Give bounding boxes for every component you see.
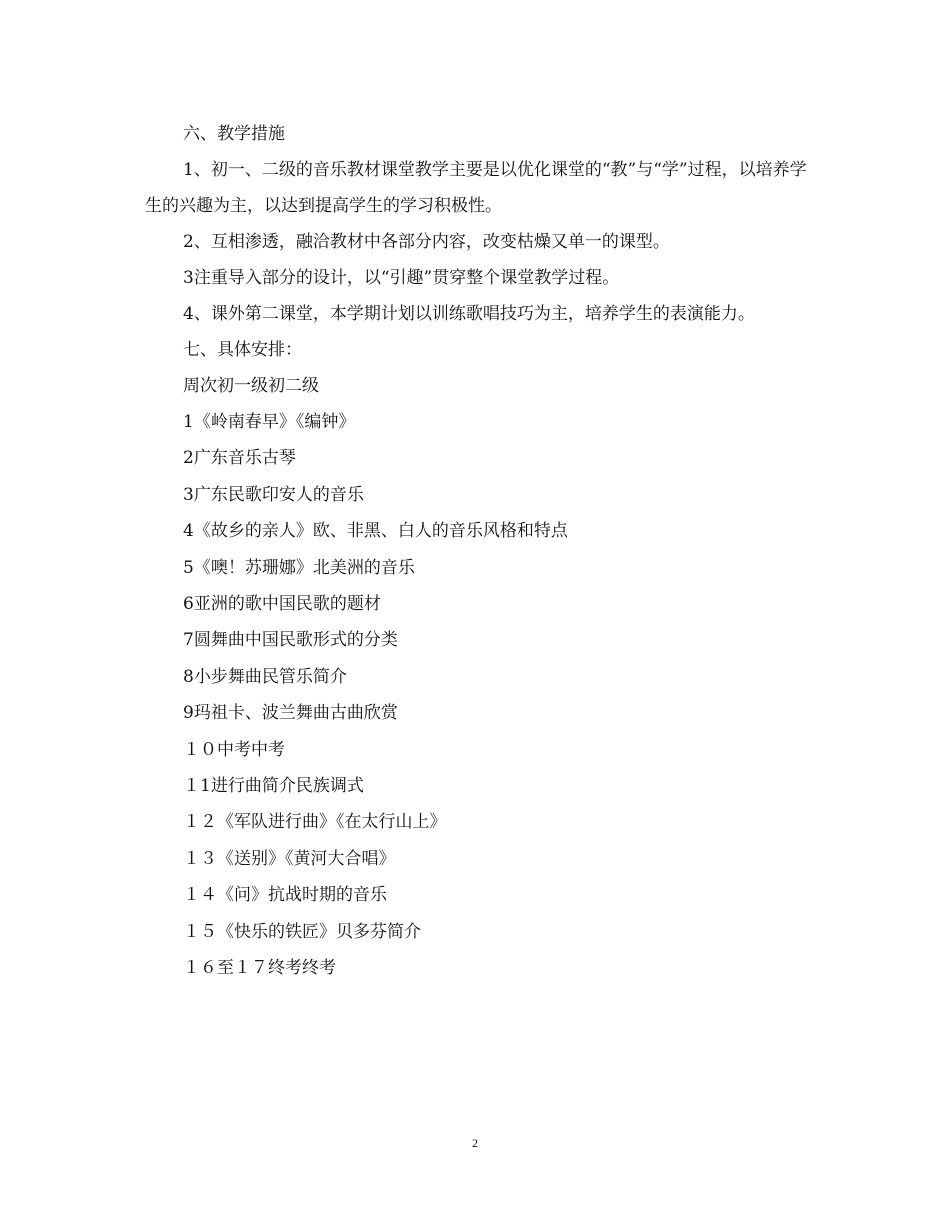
page-number: 2: [472, 1136, 478, 1150]
section-seven-heading: 七、具体安排：: [183, 340, 302, 360]
measure-item-3: 3注重导入部分的设计，以“引趣”贯穿整个课堂教学过程。: [183, 268, 620, 288]
schedule-row: 2广东音乐古琴: [183, 448, 296, 469]
schedule-list: [145, 404, 810, 987]
schedule-row: 6亚洲的歌中国民歌的题材: [183, 594, 381, 615]
schedule-row: 8小步舞曲民管乐简介: [183, 666, 347, 687]
schedule-row: 9玛祖卡、波兰舞曲古曲欣赏: [183, 703, 398, 724]
measure-item-4: 4、课外第二课堂，本学期计划以训练歌唱技巧为主，培养学生的表演能力。: [183, 304, 755, 324]
schedule-row: １４《问》抗战时期的音乐: [183, 885, 387, 906]
schedule-row: １1进行曲简介民族调式: [183, 776, 364, 797]
page-content: [145, 116, 810, 987]
schedule-row: 4《故乡的亲人》欧、非黑、白人的音乐风格和特点: [183, 521, 568, 542]
schedule-header: 周次初一级初二级: [183, 376, 319, 396]
schedule-row: １２《军队进行曲》《在太行山上》: [183, 812, 447, 833]
schedule-row: １０中考中考: [183, 739, 285, 760]
section-six-heading: 六、教学措施: [183, 124, 285, 144]
schedule-row: 5《噢！苏珊娜》北美洲的音乐: [183, 557, 415, 578]
schedule-row: １５《快乐的铁匠》贝多芬简介: [183, 921, 421, 942]
schedule-row: 3广东民歌印安人的音乐: [183, 484, 364, 505]
schedule-row: 7圆舞曲中国民歌形式的分类: [183, 630, 398, 651]
schedule-row: １６至１７终考终考: [183, 958, 336, 979]
measure-item-2: 2、互相渗透，融洽教材中各部分内容，改变枯燥又单一的课型。: [183, 232, 670, 252]
schedule-row: 1《岭南春早》《编钟》: [183, 412, 356, 432]
measure-item-1: 1、初一、二级的音乐教材课堂教学主要是以优化课堂的“教”与“学”过程，以培养学生的兴趣为主，以达到提高学生的学习积极性。: [145, 160, 807, 216]
schedule-row: １３《送别》《黄河大合唱》: [183, 848, 396, 869]
